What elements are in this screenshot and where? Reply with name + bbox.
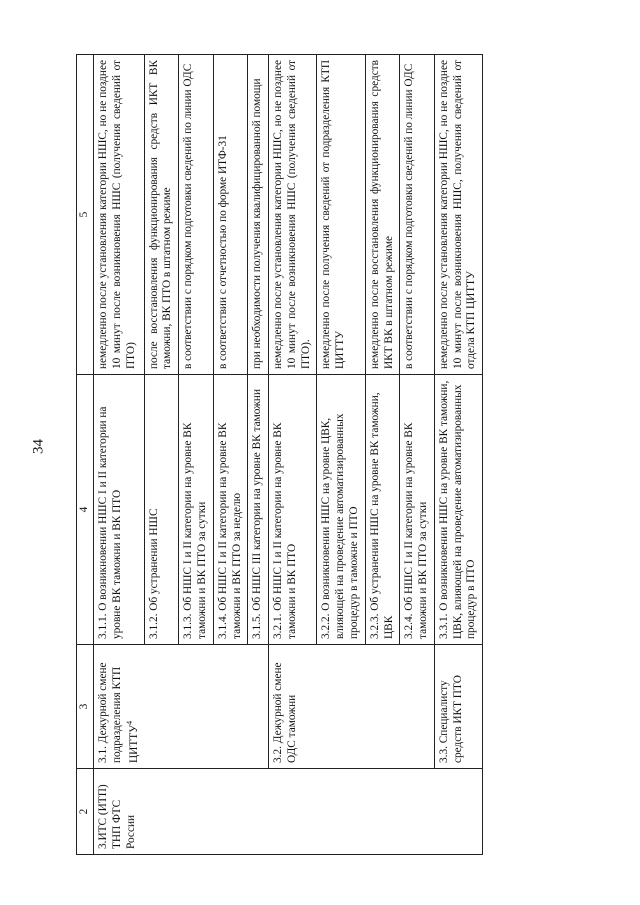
- table-row: [248, 55, 269, 855]
- header-row: [77, 55, 94, 855]
- term-cell: немедленно после установления категории НШС, но не позднее 10 минут после возникновения НШС (получения сведений от ПТО).: [269, 55, 317, 375]
- notification-table: [76, 54, 483, 855]
- table-row: [434, 55, 482, 855]
- item-cell: 3.3.1. О возникновении НШС на уровне ВК таможни, ЦВК, влияющей на проведение автоматизированных процедур в ПТО: [434, 375, 482, 645]
- table-row: [317, 55, 365, 855]
- term-cell: при необходимости получения квалифицированной помощи: [248, 55, 269, 375]
- item-cell: 3.2.2. О возникновении НШС на уровне ЦВК, влияющей на проведение автоматизированных процедур в таможне и ПТО: [317, 375, 365, 645]
- item-cell: 3.2.4. Об НШС I и II категории на уровне ВК таможни и ВК ПТО за сутки: [400, 375, 435, 645]
- footnote-mark: 4: [124, 720, 134, 725]
- recipient-cell: [269, 645, 317, 769]
- item-cell: 3.1.3. Об НШС I и II категории на уровне ВК таможни и ВК ПТО за сутки: [179, 375, 214, 645]
- rotated-table-container: [76, 55, 608, 855]
- table-row: [400, 55, 435, 855]
- recipient-name: 3.1. Дежурной смене подразделения КТП ЦИТТУ: [97, 662, 140, 763]
- header-col-3: 3: [77, 645, 94, 769]
- term-cell: в соответствии с отчетностью по форме ИТФ-31: [213, 55, 248, 375]
- table-row: [365, 55, 400, 855]
- term-cell: немедленно после восстановления функционирования средств ИКТ ВК в штатном режиме: [365, 55, 400, 375]
- item-cell: 3.1.5. Об НШС III категории на уровне ВК таможни: [248, 375, 269, 645]
- recipient-name: 3.2. Дежурной смене ОДС таможни: [272, 662, 298, 763]
- table-row: [94, 55, 145, 855]
- org-name: 3.ИТС (ИТП) ТНП ФТС России: [97, 784, 137, 849]
- recipient-name: 3.3. Специалисту средств ИКТ ПТО: [437, 675, 464, 763]
- table-row: [144, 55, 179, 855]
- term-cell: немедленно после установления категории НШС, но не позднее 10 минут после возникновения НШС (получения сведений от ПТО): [94, 55, 145, 375]
- term-cell: в соответствии с порядком подготовки сведений по линии ОДС: [400, 55, 435, 375]
- header-col-5: 5: [77, 55, 94, 375]
- page-number: 34: [30, 439, 47, 454]
- term-cell: немедленно после установления категории НШС, но не позднее 10 минут после возникновения НШС, получения сведений от отдела КТП ЦИТТУ: [434, 55, 482, 375]
- table-row: [213, 55, 248, 855]
- item-cell: 3.1.4. Об НШС I и II категории на уровне ВК таможни и ВК ПТО за неделю: [213, 375, 248, 645]
- recipient-cell: [94, 645, 145, 769]
- org-cell: [94, 769, 145, 855]
- term-cell: немедленно после получения сведений от подразделения КТП ЦИТТУ: [317, 55, 365, 375]
- header-col-4: 4: [77, 375, 94, 645]
- term-cell: после восстановления функционирования средств ИКТ ВК таможни, ВК ПТО в штатном режиме: [144, 55, 179, 375]
- item-cell: 3.2.1. Об НШС I и II категории на уровне ВК таможни и ВК ПТО: [269, 375, 317, 645]
- table-row: [269, 55, 317, 855]
- table-row: [179, 55, 214, 855]
- recipient-cell: [434, 645, 482, 769]
- term-cell: в соответствии с порядком подготовки сведений по линии ОДС: [179, 55, 214, 375]
- item-cell: 3.1.2. Об устранении НШС: [144, 375, 179, 645]
- item-cell: 3.2.3. Об устранении НШС на уровне ВК таможни, ЦВК: [365, 375, 400, 645]
- header-col-2: 2: [77, 769, 94, 855]
- item-cell: 3.1.1. О возникновении НШС I и II категории на уровне ВК таможни и ВК ПТО: [94, 375, 145, 645]
